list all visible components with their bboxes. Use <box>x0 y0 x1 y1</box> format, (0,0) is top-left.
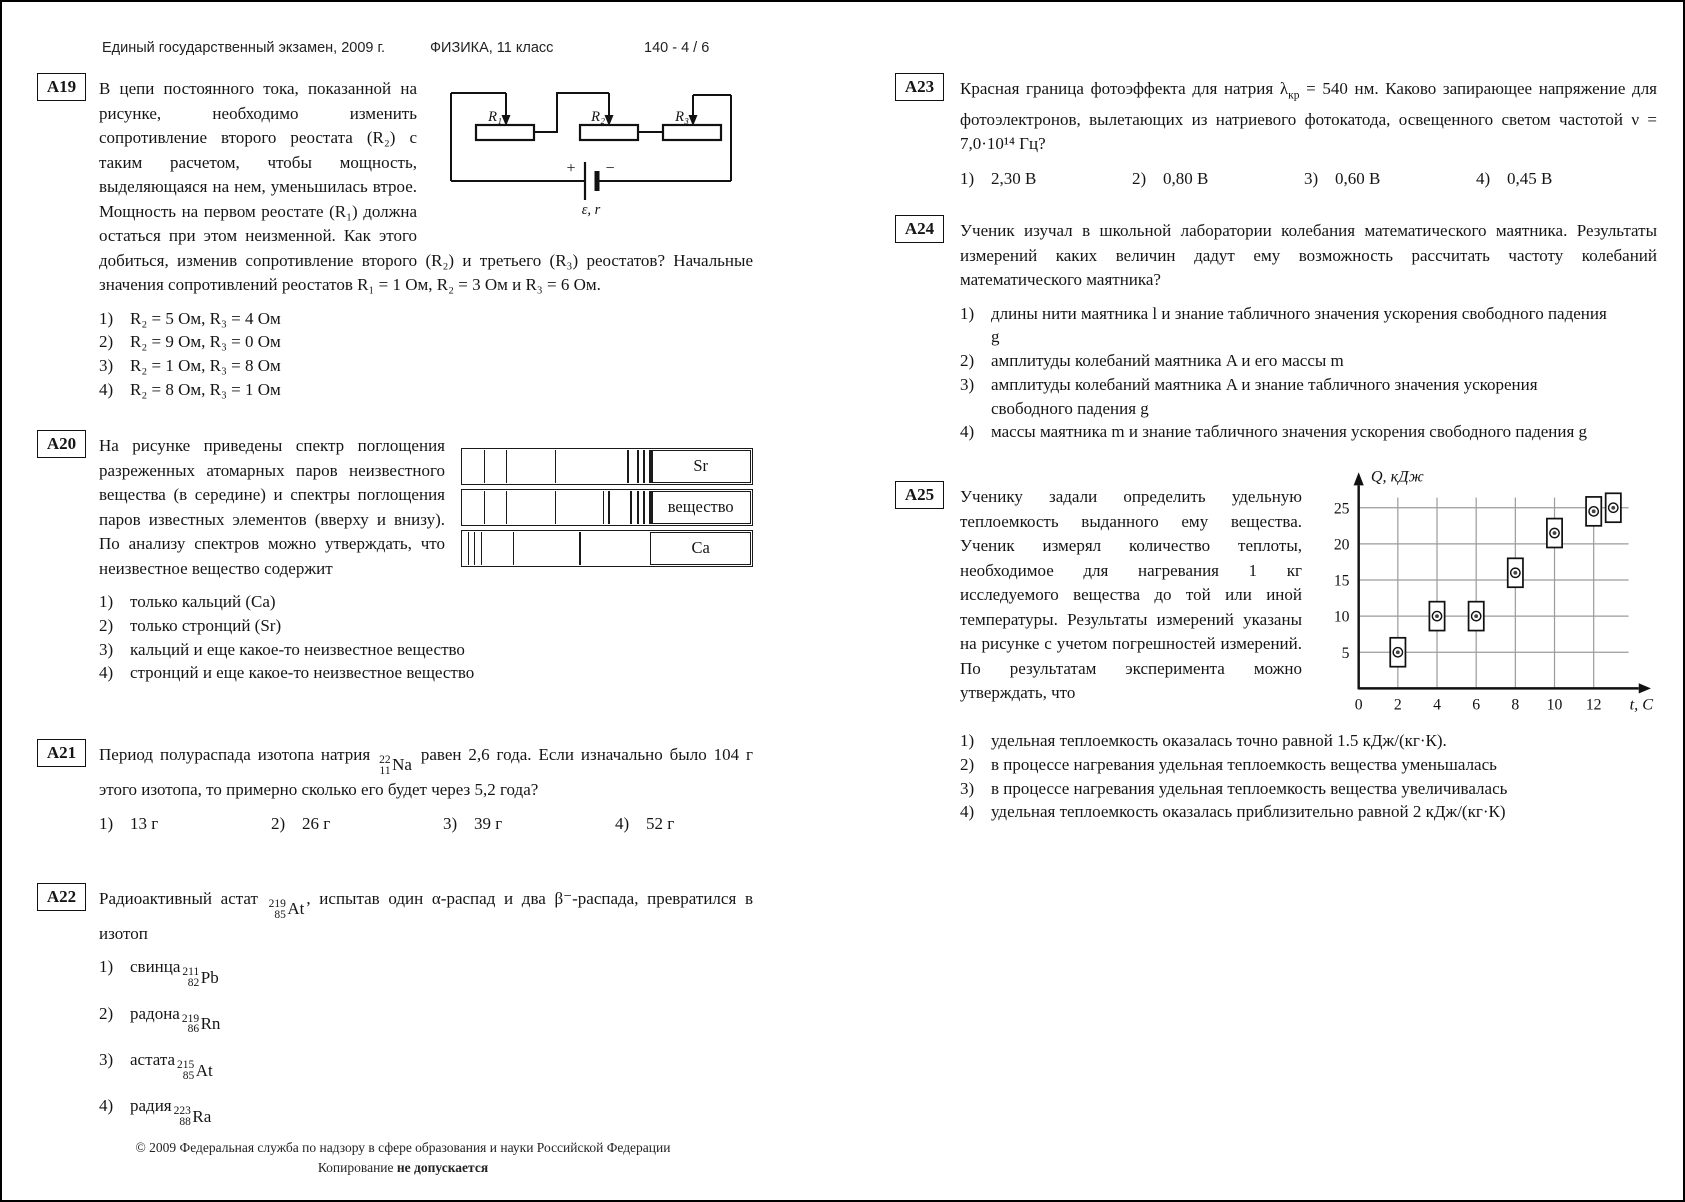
option <box>960 167 1132 192</box>
option <box>1132 167 1304 192</box>
element-name: астата <box>130 1050 176 1070</box>
options-a20 <box>99 590 753 685</box>
spectrum-strip-ca <box>461 530 753 567</box>
isotope-symbol: Pb <box>200 967 219 987</box>
option-number: 2) <box>1132 168 1147 188</box>
option-text: длины нити маятника l и знание табличного значения ускорения свободного падения g <box>991 303 1607 347</box>
text-segment: , испытав один α-распад и два β⁻-распада, превратился в изотоп <box>99 889 753 943</box>
option-number: 1) <box>99 592 114 611</box>
option <box>960 729 1657 753</box>
x-axis-title: t, C <box>1629 695 1654 714</box>
option-text: 52 г <box>646 814 675 834</box>
spectral-line <box>649 491 653 524</box>
isotope-z: 11 <box>379 764 391 777</box>
option-number: 4) <box>1476 168 1491 188</box>
option-text <box>130 955 221 989</box>
spectral-line <box>484 491 486 524</box>
data-point-center <box>1435 614 1439 618</box>
option-text: 13 г <box>130 814 159 834</box>
tick-label: 2 <box>1393 696 1402 714</box>
spectrum-strip-unknown <box>461 489 753 526</box>
tick-label: 8 <box>1511 696 1520 714</box>
option <box>960 302 1618 350</box>
text-segment-bold: не допускается <box>396 1160 489 1175</box>
subject-title: ФИЗИКА, 11 класс <box>430 40 554 56</box>
question-a24 <box>895 219 1657 444</box>
data-point-center <box>1611 506 1615 510</box>
spectral-line <box>643 450 645 483</box>
option-text: R₂ = 9 Ом, R₃ = 0 Ом <box>130 332 281 352</box>
data-point-center <box>1474 614 1478 618</box>
option-text: амплитуды колебаний маятника A и знание табличного значения ускорения свободного падения g <box>991 374 1538 418</box>
isotope-z: 86 <box>187 1023 200 1036</box>
scatter-chart <box>1312 463 1657 725</box>
spectrum-label: вещество <box>650 491 751 524</box>
option-text <box>130 1094 213 1128</box>
spectral-line <box>555 491 557 524</box>
options-a25 <box>960 729 1657 824</box>
option-number: 4) <box>615 814 630 834</box>
label-r2: R₂ <box>591 109 605 125</box>
option <box>1476 167 1552 192</box>
option-text: в процессе нагревания удельная теплоемкость вещества уменьшалась <box>991 754 1497 774</box>
battery-symbol <box>585 162 597 200</box>
options-a19 <box>99 307 753 402</box>
isotope-option <box>182 1012 221 1036</box>
lambda-subscript: кр <box>1288 89 1300 102</box>
isotope-z: 88 <box>179 1115 191 1128</box>
question-label-a24: А24 <box>895 215 944 243</box>
isotope-z: 85 <box>182 1069 195 1082</box>
battery-minus: − <box>605 160 615 177</box>
tick-label: 12 <box>1585 696 1602 714</box>
spectral-line <box>506 491 508 524</box>
spectral-line <box>555 450 557 483</box>
option-number: 3) <box>99 639 114 659</box>
option <box>99 614 753 638</box>
question-label-a19: А19 <box>37 73 86 101</box>
tick-label: 6 <box>1472 696 1481 714</box>
option-number: 1) <box>99 308 114 328</box>
spectral-line <box>474 532 476 565</box>
element-name: свинца <box>130 957 181 977</box>
isotope-symbol: Ra <box>192 1107 212 1127</box>
option <box>960 373 1618 421</box>
question-text-a24: Ученик изучал в школьной лаборатории колебания математического маятника. Результаты измерений каких величин дадут ему возможность рассчитать частоту колебаний математического маятника? <box>960 221 1657 289</box>
text-segment: равен 2,6 года. Если изначально было 104 г этого изотопа, то примерно сколько его будет через 5,2 года? <box>99 745 753 799</box>
data-point-center <box>1513 571 1517 575</box>
option <box>1304 167 1476 192</box>
option-text: 2,30 В <box>991 168 1037 188</box>
question-label-a25: А25 <box>895 481 944 509</box>
page-number: 140 - 4 / 6 <box>644 40 710 56</box>
spectral-line <box>468 532 470 565</box>
option <box>99 354 753 378</box>
option-text: R₂ = 8 Ом, R₃ = 1 Ом <box>130 379 281 399</box>
element-name: радия <box>130 1096 172 1116</box>
option-text: 0,60 В <box>1335 168 1381 188</box>
question-label-a23: А23 <box>895 73 944 101</box>
question-label-a21: А21 <box>37 739 86 767</box>
option-number: 1) <box>960 731 975 750</box>
isotope-mass: 215 <box>177 1059 195 1072</box>
y-axis-title: Q, кДж <box>1370 467 1424 486</box>
tick-label: 5 <box>1341 644 1350 662</box>
spectral-line <box>649 450 653 483</box>
options-a23 <box>960 167 1657 192</box>
tick-label: 10 <box>1546 696 1563 714</box>
circuit-diagram <box>431 77 753 217</box>
option <box>99 812 271 837</box>
option-text: 0,45 В <box>1507 168 1553 188</box>
spectra-figure <box>461 448 753 571</box>
option <box>960 753 1657 777</box>
battery-plus: + <box>566 160 576 177</box>
battery-emf-label: ε, r <box>581 202 601 217</box>
option <box>99 330 753 354</box>
tick-label: 20 <box>1333 536 1350 554</box>
circuit-figure <box>431 77 753 217</box>
question-label-a22: А22 <box>37 883 86 911</box>
option-text <box>130 1048 215 1082</box>
spectral-line <box>637 491 639 524</box>
spectral-line <box>637 450 639 483</box>
tick-label: 0 <box>1354 696 1363 714</box>
option-text: массы маятника m и знание табличного значения ускорения свободного падения g <box>991 422 1588 442</box>
option <box>960 349 1618 373</box>
spectral-line <box>481 532 483 565</box>
option <box>443 812 615 837</box>
option-text: стронций и еще какое-то неизвестное вещество <box>130 663 475 683</box>
rheostat-r3 <box>663 125 721 140</box>
options-a21 <box>99 812 753 837</box>
option-text: R₂ = 5 Ом, R₃ = 4 Ом <box>130 308 281 328</box>
isotope-z: 82 <box>187 976 200 989</box>
text-segment: = 540 нм. Каково запирающее напряжение для фотоэлектронов, вылетающих из натриевого фотокатода, освещенного светом частотой ν = 7,0·10¹⁴ Гц? <box>960 79 1657 154</box>
option <box>99 1002 753 1036</box>
isotope-mass: 211 <box>182 966 200 979</box>
option-number: 1) <box>99 814 114 834</box>
y-axis-arrow <box>1354 472 1364 485</box>
tick-label: 25 <box>1333 500 1350 518</box>
option-number: 1) <box>960 168 975 188</box>
question-text-a23 <box>960 77 1657 157</box>
option-number: 1) <box>960 303 975 323</box>
option-number: 2) <box>960 754 975 774</box>
tick-label: 15 <box>1333 572 1350 590</box>
option-number: 3) <box>960 374 975 394</box>
question-a22 <box>37 887 753 1129</box>
option <box>960 420 1618 444</box>
option-text: кальций и еще какое-то неизвестное вещество <box>130 639 465 659</box>
option-text: R₂ = 1 Ом, R₃ = 8 Ом <box>130 356 281 376</box>
spectral-line <box>608 491 610 524</box>
question-text-a22 <box>99 887 753 946</box>
isotope-mass: 219 <box>268 898 286 910</box>
option-number: 3) <box>443 814 458 834</box>
option-text: 26 г <box>302 814 331 834</box>
options-a24 <box>960 302 1618 445</box>
option-number: 2) <box>99 332 114 352</box>
spectrum-label: Sr <box>650 450 751 483</box>
label-r3: R₃ <box>675 109 689 125</box>
text-segment: Радиоактивный астат <box>99 889 267 908</box>
text-segment: Красная граница фотоэффекта для натрия λ <box>960 79 1289 98</box>
question-a23 <box>895 77 1657 191</box>
option-number: 4) <box>99 379 114 399</box>
option-text <box>130 1002 222 1036</box>
exam-title: Единый государственный экзамен, 2009 г. <box>102 40 386 56</box>
spectrum-strip-sr <box>461 448 753 485</box>
isotope-option <box>177 1059 213 1083</box>
option-number: 3) <box>1304 168 1319 188</box>
option-text: удельная теплоемкость оказалась приблизительно равной 2 кДж/(кг·К) <box>991 802 1506 822</box>
isotope-option <box>182 966 218 990</box>
question-a25 <box>895 467 1657 824</box>
option <box>99 1094 753 1128</box>
option-number: 2) <box>271 814 286 834</box>
option-number: 3) <box>99 356 114 376</box>
question-a20 <box>37 434 753 685</box>
isotope-symbol: At <box>195 1060 213 1080</box>
option-text: в процессе нагревания удельная теплоемкость вещества увеличивалась <box>991 778 1508 798</box>
rheostat-r1 <box>476 125 534 140</box>
heat-chart-figure <box>1312 463 1657 725</box>
isotope-mass: 219 <box>181 1012 200 1025</box>
option-text: только кальций (Ca) <box>130 592 276 611</box>
option <box>99 955 753 989</box>
isotope-at219 <box>269 897 305 922</box>
option-number: 2) <box>99 1003 114 1023</box>
data-point-center <box>1553 531 1557 535</box>
option-text: удельная теплоемкость оказалась точно равной 1.5 кДж/(кг·К). <box>991 731 1447 750</box>
spectral-line <box>643 491 645 524</box>
isotope-z: 85 <box>274 908 286 921</box>
option-number: 2) <box>960 351 975 371</box>
question-text-a20: На рисунке приведены спектр поглощения разреженных атомарных паров неизвестного вещества (в середине) и спектры поглощения паров известных элементов (вверху и внизу). По анализу спектров можно утверждать, что неизвестное вещество содержит <box>99 436 445 578</box>
option-text: 0,80 В <box>1163 168 1209 188</box>
option-number: 4) <box>99 1096 114 1116</box>
option <box>99 378 753 402</box>
question-a21 <box>37 743 753 837</box>
tick-label: 10 <box>1333 608 1350 626</box>
text-segment: Копирование <box>317 1160 397 1175</box>
option <box>99 1048 753 1082</box>
spectral-line <box>627 450 629 483</box>
spectral-line <box>603 491 605 524</box>
isotope-na22 <box>379 753 412 778</box>
data-point-center <box>1396 650 1400 654</box>
x-axis-arrow <box>1639 683 1651 693</box>
element-name: радона <box>130 1003 180 1023</box>
option-number: 2) <box>99 615 114 635</box>
option <box>960 800 1657 824</box>
option-number: 4) <box>960 802 975 822</box>
option-number: 1) <box>99 957 114 977</box>
spectral-line <box>579 532 581 565</box>
spectral-line <box>513 532 515 565</box>
isotope-symbol: Na <box>392 755 412 775</box>
question-text-a25: Ученику задали определить удельную теплоемкость выданного ему вещества. Ученик измерял количество теплоты, необходимое для нагревания 1 кг исследуемого вещества до той или иной температуры. Результаты измерений указаны на рисунке с учетом погрешностей измерений. По результатам эксперимента можно утверждать, что <box>960 487 1302 702</box>
option <box>99 661 753 685</box>
tick-label: 4 <box>1433 696 1441 714</box>
spectral-line <box>630 491 632 524</box>
rheostats <box>476 125 721 140</box>
isotope-mass: 223 <box>173 1105 191 1118</box>
copyright-footer <box>37 1138 769 1178</box>
question-label-a20: А20 <box>37 430 86 458</box>
spectral-line <box>506 450 508 483</box>
option <box>99 307 753 331</box>
isotope-symbol: Rn <box>200 1014 221 1034</box>
option <box>99 590 753 614</box>
option <box>271 812 443 837</box>
options-a22 <box>99 955 753 1129</box>
question-a19 <box>37 77 753 402</box>
question-text-a21 <box>99 743 753 802</box>
copyright-line: © 2009 Федеральная служба по надзору в сфере образования и науки Российской Федерации <box>135 1140 671 1155</box>
isotope-mass: 22 <box>379 754 391 766</box>
text-segment: Период полураспада изотопа натрия <box>99 745 378 764</box>
option-text: амплитуды колебаний маятника A и его массы m <box>991 351 1344 371</box>
question-text-a19: В цепи постоянного тока, показанной на рисунке, необходимо изменить сопротивление второго реостата (R₂) с таким расчетом, чтобы мощность, выделяющаяся на нем, уменьшилась втрое. Мощность на первом реостате (R₁) должна остаться при этом неизменной. Как этого добиться, изменив сопротивление второго (R₂) и третьего (R₃) реостатов? Начальные значения сопротивлений реостатов R₁ = 1 Ом, R₂ = 3 Ом и R₃ = 6 Ом. <box>99 79 753 294</box>
option-number: 3) <box>960 778 975 798</box>
rheostat-r2 <box>580 125 638 140</box>
option <box>960 777 1657 801</box>
option-text: 39 г <box>474 814 503 834</box>
isotope-option <box>174 1105 212 1129</box>
data-point-center <box>1592 509 1596 513</box>
option-number: 4) <box>960 422 975 442</box>
option-number: 3) <box>99 1050 114 1070</box>
option <box>615 812 674 837</box>
spectrum-label: Ca <box>650 532 751 565</box>
no-copy-line <box>37 1158 769 1178</box>
option-text: только стронций (Sr) <box>130 615 282 635</box>
label-r1: R₁ <box>488 109 502 125</box>
isotope-symbol: At <box>287 899 305 919</box>
option <box>99 638 753 662</box>
spectral-line <box>484 450 486 483</box>
option-number: 4) <box>99 663 114 683</box>
